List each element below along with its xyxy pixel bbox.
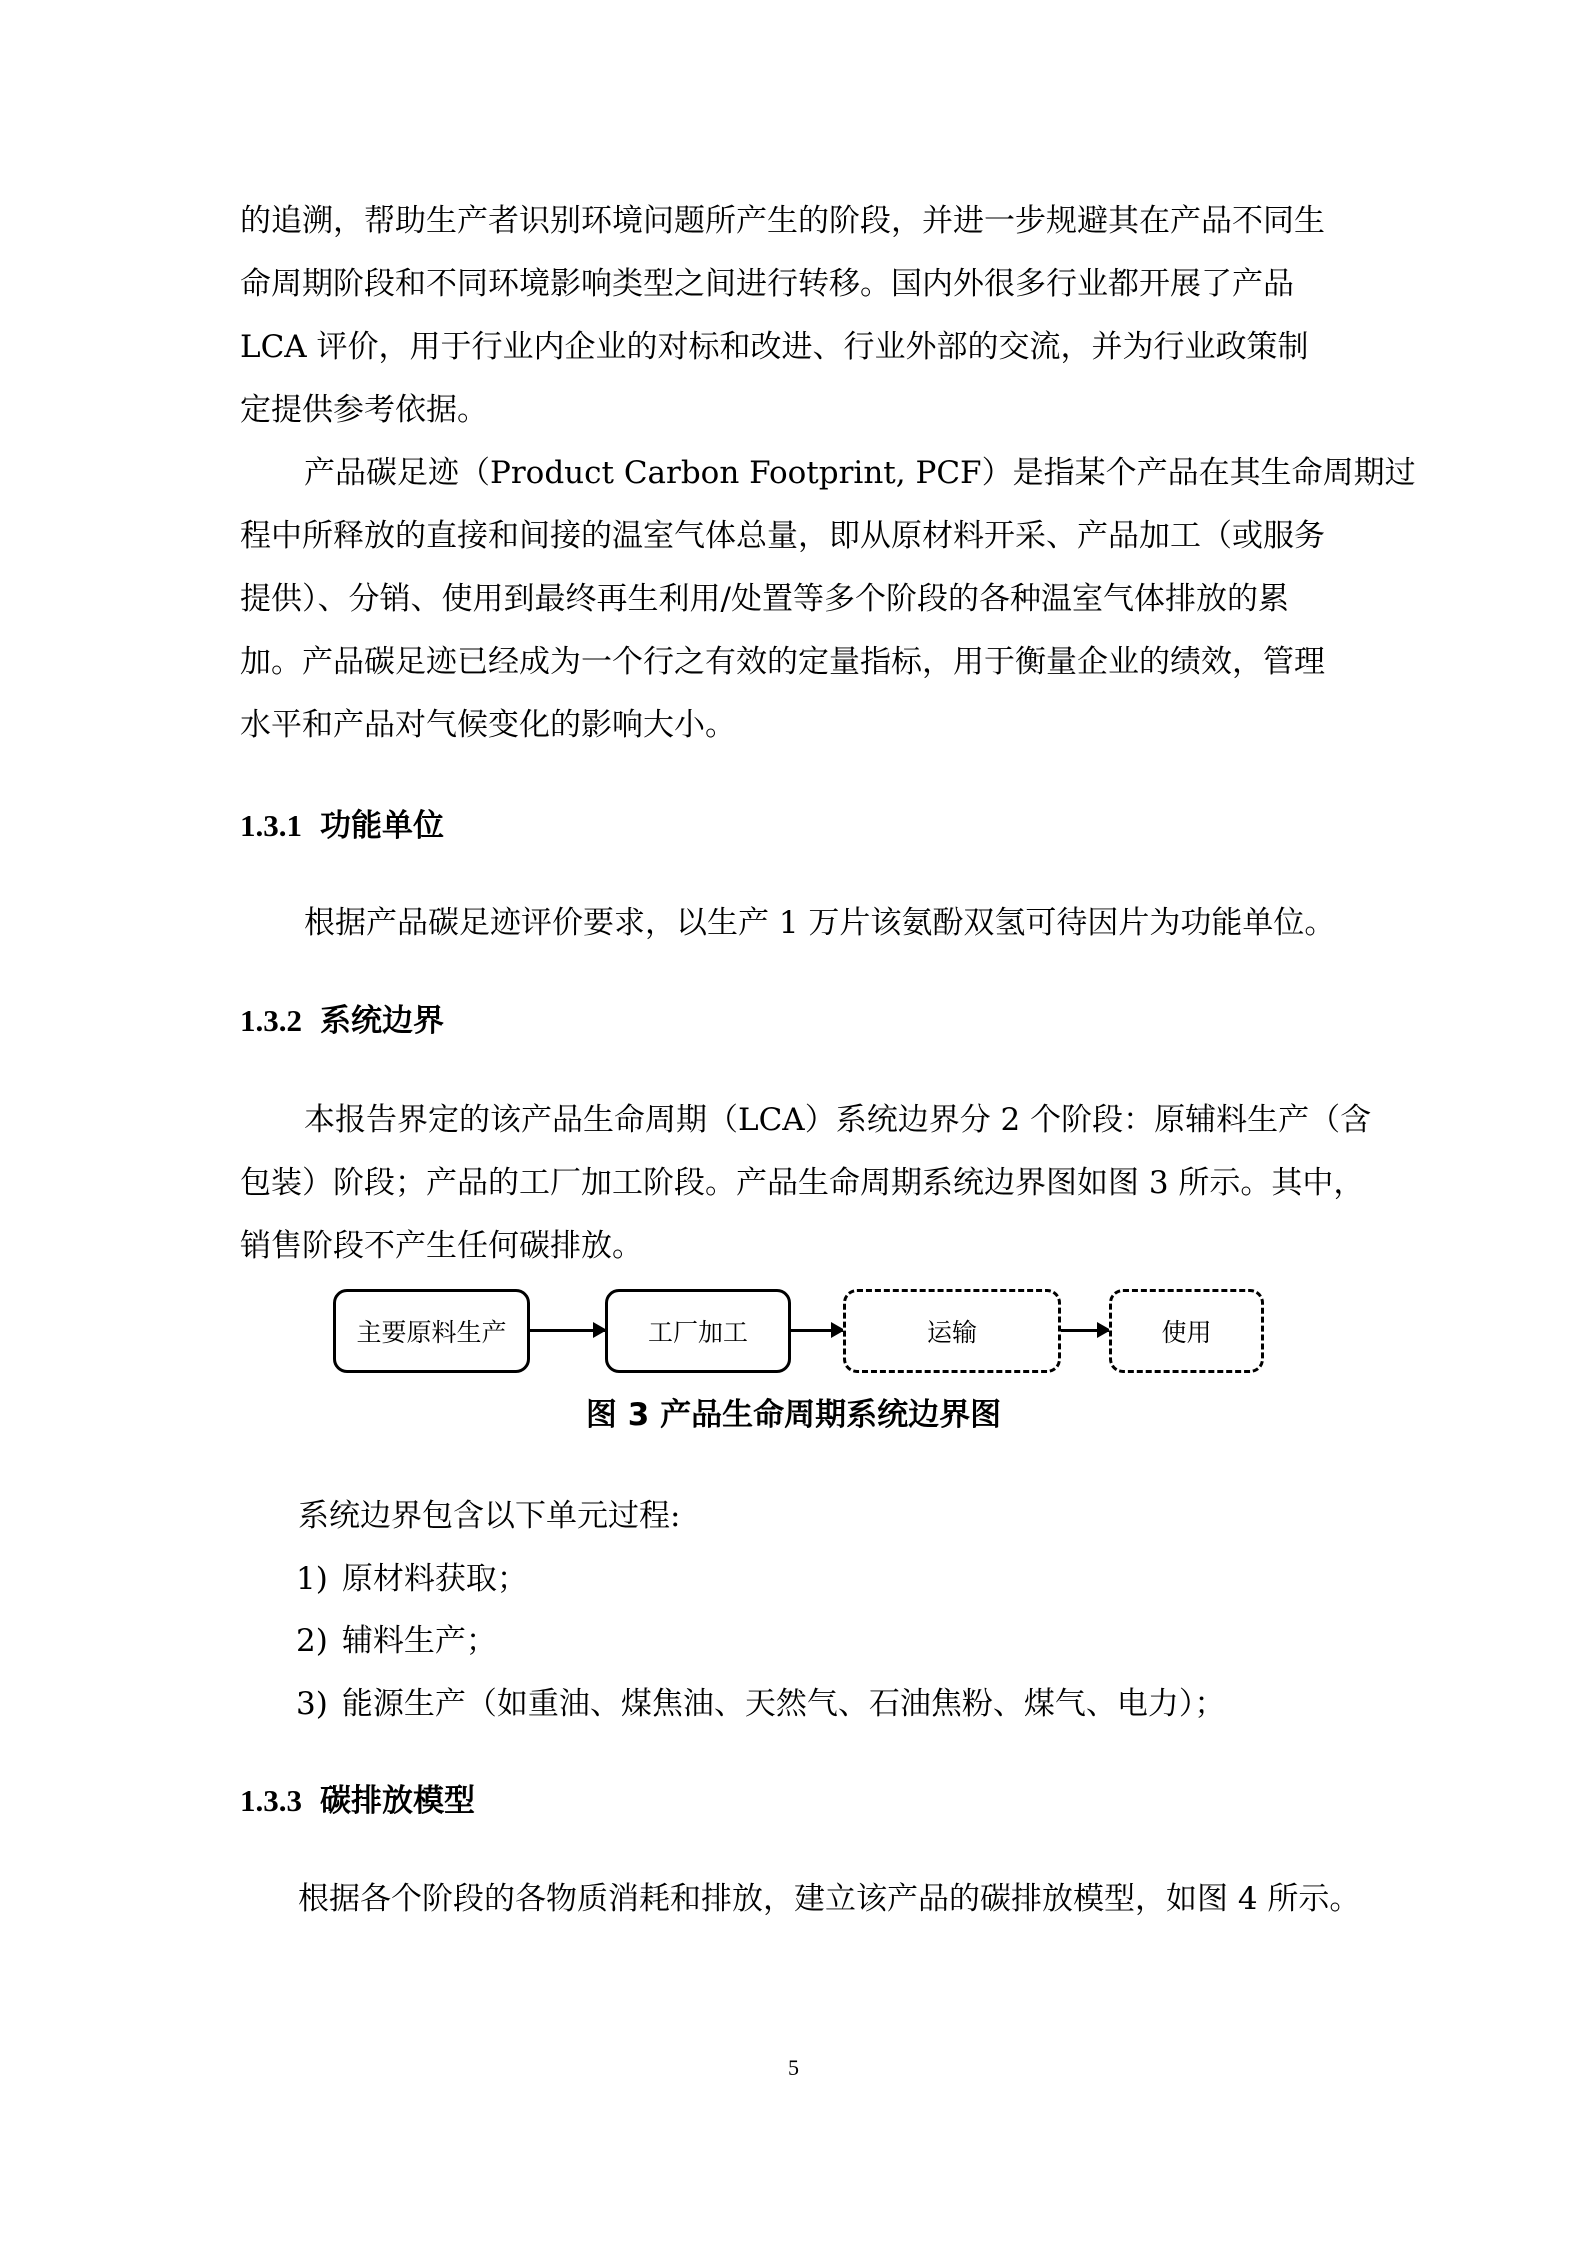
diagram-box-transport: 运输: [843, 1289, 1061, 1373]
text-line: 命周期阶段和不同环境影响类型之间进行转移。国内外很多行业都开展了产品: [240, 266, 1294, 302]
list-item: [296, 1559, 528, 1599]
list-item: [296, 1621, 497, 1661]
paragraph-lca-intro: [240, 190, 1350, 442]
text-line: 定提供参考依据。: [240, 392, 488, 428]
paragraph-emission-model: 根据各个阶段的各物质消耗和排放，建立该产品的碳排放模型，如图 4 所示。: [298, 1881, 1361, 1917]
diagram-arrow: [530, 1329, 605, 1332]
text-line: 本报告界定的该产品生命周期（LCA）系统边界分 2 个阶段：原辅料生产（含: [304, 1102, 1372, 1138]
text-line: 加。产品碳足迹已经成为一个行之有效的定量指标，用于衡量企业的绩效，管理: [240, 644, 1325, 680]
list-number: 1): [296, 1561, 328, 1597]
section-title: 功能单位: [320, 808, 444, 844]
list-text: 辅料生产；: [341, 1623, 497, 1659]
list-text: 能源生产（如重油、煤焦油、天然气、石油焦粉、煤气、电力）；: [341, 1686, 1226, 1722]
diagram-box-use: 使用: [1109, 1289, 1264, 1373]
figure-caption: 图 3 产品生命周期系统边界图: [585, 1397, 1002, 1433]
paragraph-pcf-definition: [240, 442, 1416, 757]
text-line: 包装）阶段；产品的工厂加工阶段。产品生命周期系统边界图如图 3 所示。其中，: [240, 1165, 1365, 1201]
text-line: 提供）、分销、使用到最终再生利用/处置等多个阶段的各种温室气体排放的累: [240, 581, 1289, 617]
diagram-arrow: [1061, 1329, 1109, 1332]
section-heading-emission-model: [240, 1781, 475, 1821]
diagram-box-factory: 工厂加工: [605, 1289, 791, 1373]
text-line: 水平和产品对气候变化的影响大小。: [240, 707, 736, 743]
text-line: 的追溯，帮助生产者识别环境问题所产生的阶段，并进一步规避其在产品不同生: [240, 203, 1325, 239]
section-heading-functional-unit: [240, 806, 444, 846]
section-number: 1.3.2: [240, 1003, 302, 1038]
text-line: 销售阶段不产生任何碳排放。: [240, 1228, 643, 1264]
section-title: 碳排放模型: [320, 1783, 475, 1819]
text-line: LCA 评价，用于行业内企业的对标和改进、行业外部的交流，并为行业政策制: [240, 329, 1309, 365]
paragraph-unit-processes: 系统边界包含以下单元过程:: [298, 1498, 681, 1534]
page-number: 5: [788, 2055, 799, 2080]
list-item: [296, 1684, 1225, 1724]
diagram-box-raw-material: 主要原料生产: [333, 1289, 530, 1373]
text-line: 程中所释放的直接和间接的温室气体总量，即从原材料开采、产品加工（或服务: [240, 518, 1325, 554]
paragraph-functional-unit: 根据产品碳足迹评价要求，以生产 1 万片该氨酚双氢可待因片为功能单位。: [304, 905, 1336, 941]
list-number: 2): [296, 1623, 328, 1659]
diagram-arrow: [791, 1329, 843, 1332]
list-number: 3): [296, 1686, 328, 1722]
list-text: 原材料获取；: [341, 1561, 528, 1597]
section-heading-system-boundary: [240, 1001, 444, 1041]
section-number: 1.3.1: [240, 808, 302, 843]
section-number: 1.3.3: [240, 1783, 302, 1818]
text-line: 产品碳足迹（Product Carbon Footprint, PCF）是指某个产品在其生命周期过: [304, 455, 1416, 491]
section-title: 系统边界: [320, 1003, 444, 1039]
system-boundary-diagram: [0, 1275, 1587, 1405]
paragraph-system-boundary: [240, 1089, 1372, 1278]
